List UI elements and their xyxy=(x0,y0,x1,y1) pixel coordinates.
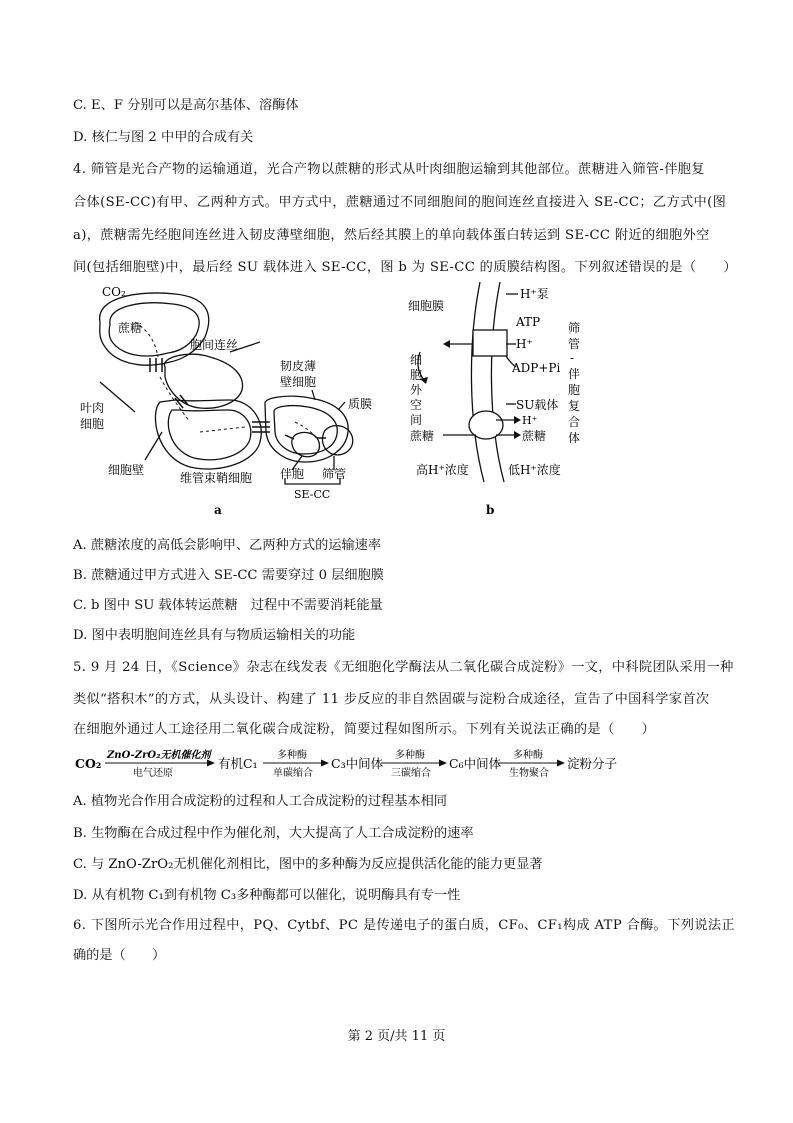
figure-b-secc-char-5: 胞 xyxy=(568,383,581,397)
figure-a-cell-wall-label: 细胞壁 xyxy=(108,463,145,477)
figure-a-bundle-sheath-label: 维管束鞘细胞 xyxy=(180,471,253,485)
page-footer: 第 2 页/共 11 页 xyxy=(347,1029,446,1044)
figure-b-h-plus-label: H⁺ xyxy=(516,337,533,351)
pathway-arrow1-catalyst: ZnO-ZrO₂无机催化剂 xyxy=(107,750,211,761)
figure-a-sucrose-transport xyxy=(80,282,380,522)
q5-stem-line-1: 5. 9 月 24 日，《Science》杂志在线发表《无细胞化学酶法从二氧化碳合成淀粉》一文，中科院团队采用一种 xyxy=(73,660,734,675)
pathway-starch: 淀粉分子 xyxy=(567,756,618,771)
q4-option-d: D. 图中表明胞间连丝具有与物质运输相关的功能 xyxy=(73,628,356,643)
figure-b-secc-char-7: 合 xyxy=(568,415,581,429)
figure-b-sucrose-right-label: 蔗糖 xyxy=(522,429,547,443)
q4-option-a: A. 蔗糖浓度的高低会影响甲、乙两种方式的运输速率 xyxy=(73,538,382,553)
q3-option-d: D. 核仁与图 2 中甲的合成有关 xyxy=(73,130,254,145)
q5-option-b: B. 生物酶在合成过程中作为催化剂，大大提高了人工合成淀粉的速率 xyxy=(73,826,474,841)
q4-option-b: B. 蔗糖通过甲方式进入 SE-CC 需要穿过 0 层细胞膜 xyxy=(73,568,384,583)
figure-b-extracellular-label-3: 外 xyxy=(410,383,423,397)
figure-b-high-h-label: 高H⁺浓度 xyxy=(416,463,469,477)
figure-a-caption: a xyxy=(214,503,222,517)
pathway-c6-intermediate: C₆中间体 xyxy=(449,756,502,771)
figure-b-extracellular-label-1: 细 xyxy=(410,353,423,367)
figure-b-secc-char-8: 体 xyxy=(568,431,581,445)
figure-b-secc-char-1: 筛 xyxy=(568,321,581,335)
figure-b-extracellular-label-2: 胞 xyxy=(410,368,423,382)
figure-b-adp-pi-label: ADP+Pi xyxy=(512,361,561,375)
q4-stem-line-3: a)，蔗糖需先经胞间连丝进入韧皮薄壁细胞，然后经其膜上的单向载体蛋白转运到 SE-CC 附近的细胞外空 xyxy=(73,228,710,243)
pathway-arrow4-polymerization: 生物聚合 xyxy=(509,768,549,779)
figure-b-extracellular-label-5: 间 xyxy=(410,413,423,427)
figure-a-phloem-parenchyma-label-1: 韧皮薄 xyxy=(280,359,317,373)
q5-option-a: A. 植物光合作用合成淀粉的过程和人工合成淀粉的过程基本相同 xyxy=(73,794,447,809)
figure-b-secc-char-6: 复 xyxy=(568,399,581,413)
pathway-organic-c1: 有机C₁ xyxy=(218,756,258,771)
figure-a-mesophyll-label-1: 叶肉 xyxy=(80,401,105,415)
figure-a-phloem-parenchyma-label-2: 壁细胞 xyxy=(280,375,317,389)
q5-stem-line-3: 在细胞外通过人工途径用二氧化碳合成淀粉，简要过程如图所示。下列有关说法正确的是（ ） xyxy=(73,722,656,737)
figure-b-h-pump-label: H⁺泵 xyxy=(520,287,549,301)
figure-b-extracellular-label-4: 空 xyxy=(410,398,423,412)
figure-a-co2-label: CO₂ xyxy=(102,285,126,299)
figure-b-secc-char-3: - xyxy=(570,351,575,365)
q6-stem-line-2: 确的是（ ） xyxy=(73,948,166,963)
figure-b-membrane-structure xyxy=(398,282,598,522)
figure-b-secc-char-2: 管 xyxy=(568,337,581,351)
q4-stem-line-4: 间(包括细胞壁)中，最后经 SU 载体进入 SE-CC，图 b 为 SE-CC 的质膜结构图。下列叙述错误的是（ ） xyxy=(73,260,737,275)
figure-a-sieve-tube-label: 筛管 xyxy=(322,467,347,481)
figure-b-secc-char-4: 伴 xyxy=(568,367,581,381)
q5-option-d: D. 从有机物 C₁到有机物 C₃多种酶都可以催化，说明酶具有专一性 xyxy=(73,888,461,903)
pathway-arrow3-enzymes: 多种酶 xyxy=(395,750,425,761)
figure-a-plasma-membrane-label: 质膜 xyxy=(348,397,373,411)
figure-b-atp-label: ATP xyxy=(516,315,541,329)
q6-stem-line-1: 6. 下图所示光合作用过程中，PQ、Cytbf、PC 是传递电子的蛋白质，CF₀、CF₁构成 ATP 合酶。下列说法正 xyxy=(73,918,735,933)
pathway-arrow3-condensation: 三碳缩合 xyxy=(391,768,431,779)
pathway-c3-intermediate: C₃中间体 xyxy=(331,756,384,771)
figure-a-companion-label: 伴胞 xyxy=(280,467,305,481)
q3-option-c: C. E、F 分别可以是高尔基体、溶酶体 xyxy=(73,98,299,113)
q5-option-c: C. 与 ZnO-ZrO₂无机催化剂相比，图中的多种酶为反应提供活化能的能力更显著 xyxy=(73,857,543,872)
figure-b-su-carrier-label: SU载体 xyxy=(516,398,559,412)
figure-b-caption: b xyxy=(486,503,495,517)
figure-b-h-plus-2-label: H⁺ xyxy=(522,414,538,427)
pathway-arrow4-enzymes: 多种酶 xyxy=(513,750,543,761)
q4-option-c: C. b 图中 SU 载体转运蔗糖 过程中不需要消耗能量 xyxy=(73,598,383,613)
figure-b-sucrose-left-label: 蔗糖 xyxy=(410,429,435,443)
figure-b-cell-membrane-label: 细胞膜 xyxy=(408,299,445,313)
pathway-arrow2-enzymes: 多种酶 xyxy=(277,750,307,761)
figure-a-secc-label: SE-CC xyxy=(294,488,331,501)
figure-a-plasmodesmata-label: 胞间连丝 xyxy=(190,338,239,352)
figure-a-mesophyll-label-2: 细胞 xyxy=(80,417,105,431)
pathway-arrow1-reduction: 电气还原 xyxy=(133,768,173,779)
pathway-co2: CO₂ xyxy=(75,756,102,771)
figure-b-low-h-label: 低H⁺浓度 xyxy=(508,463,561,477)
figure-a-sucrose-label: 蔗糖 xyxy=(118,321,143,335)
pathway-arrow2-condensation: 单碳缩合 xyxy=(273,768,313,779)
starch-synthesis-pathway xyxy=(73,746,633,780)
q5-stem-line-2: 类似“搭积木”的方式，从头设计、构建了 11 步反应的非自然固碳与淀粉合成途径，宣告了中国科学家首次 xyxy=(73,692,710,707)
q4-stem-line-1: 4. 筛管是光合产物的运输通道，光合产物以蔗糖的形式从叶肉细胞运输到其他部位。蔗糖进入筛管-伴胞复 xyxy=(73,162,705,177)
q4-stem-line-2: 合体(SE-CC)有甲、乙两种方式。甲方式中，蔗糖通过不同细胞间的胞间连丝直接进入 SE-CC；乙方式中(图 xyxy=(73,195,727,210)
